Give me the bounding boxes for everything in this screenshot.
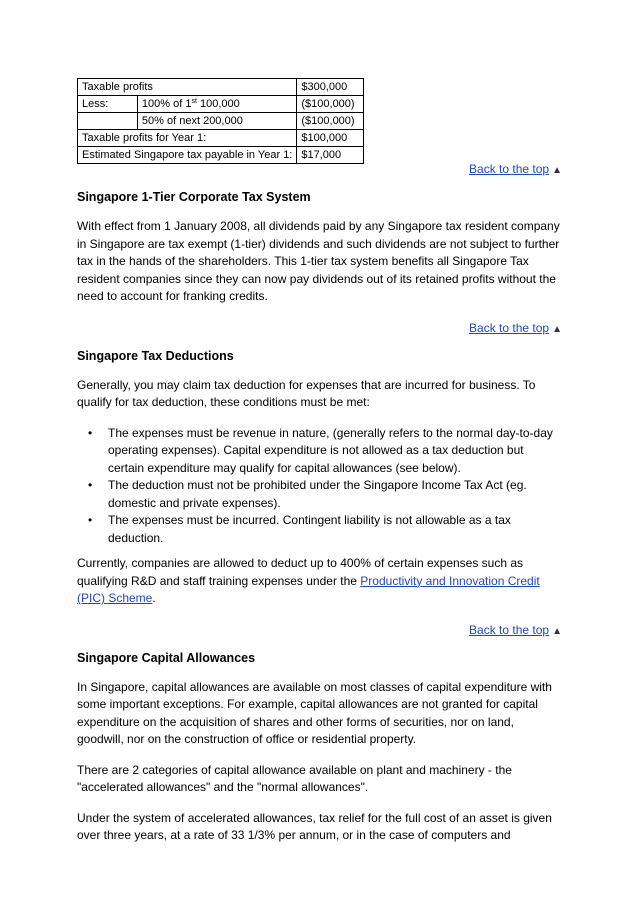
up-triangle-icon: ▲ [552, 625, 562, 637]
paragraph: Generally, you may claim tax deduction for expenses that are incurred for business. To qualify for tax deduction, these conditions must be met: [77, 377, 536, 409]
back-to-top-link[interactable]: Back to the top [469, 162, 550, 176]
table-row [78, 79, 364, 96]
back-to-top-link[interactable]: Back to the top [469, 622, 550, 637]
back-to-top [77, 621, 562, 639]
table-cell-description [137, 96, 296, 113]
back-to-top [77, 160, 562, 178]
paragraph-text: Currently, companies are allowed to deduct up to 400% of certain expenses such as qualifying R&D and staff training expenses under the [77, 556, 524, 588]
description-text: 100% of 1 [141, 98, 192, 110]
table-row [78, 113, 364, 130]
description-text: 100,000 [196, 98, 240, 110]
bullet-icon: • [88, 513, 93, 527]
paragraph: Under the system of accelerated allowances, tax relief for the full cost of an asset is given over three years, at a rate of 33 1/3% per annum, or in the case of computers and [77, 810, 552, 842]
table-row [78, 130, 364, 147]
back-to-top-link[interactable]: Back to the top [469, 320, 550, 335]
list-item [88, 512, 562, 547]
back-to-top [77, 319, 562, 337]
table-cell-value: ($100,000) [297, 96, 364, 113]
up-triangle-icon: ▲ [552, 165, 562, 176]
table-cell-value: $300,000 [297, 79, 364, 96]
list-item [88, 425, 562, 478]
paragraph-text: . [152, 591, 156, 605]
table-cell-label: Taxable profits for Year 1: [78, 130, 297, 147]
list-item [88, 477, 562, 512]
table-cell-label: Less: [78, 96, 138, 113]
table-cell-label: Estimated Singapore tax payable in Year 1: [78, 147, 297, 164]
list-item-text: The deduction must not be prohibited under the Singapore Income Tax Act (eg. domestic and private expenses). [108, 478, 527, 510]
paragraph [77, 555, 562, 608]
paragraph: In Singapore, capital allowances are available on most classes of capital expenditure with some important exceptions. For example, capital allowances are not granted for capital expenditure on the acquisition of shares and other forms of securities, nor on land, goodwill, nor on the construction of office or residential property. [77, 679, 552, 746]
pic-scheme-link[interactable]: Productivity and Innovation Credit (PIC) Scheme [77, 573, 540, 605]
conditions-list [77, 425, 562, 548]
bullet-icon: • [88, 425, 93, 440]
table-cell-description: 50% of next 200,000 [137, 113, 296, 130]
table-cell-value: ($100,000) [297, 113, 364, 130]
table-cell-empty [78, 113, 138, 130]
section-heading: Singapore 1-Tier Corporate Tax System [77, 190, 311, 204]
bullet-icon: • [88, 478, 93, 492]
section-heading: Singapore Capital Allowances [77, 650, 256, 665]
paragraph: There are 2 categories of capital allowance available on plant and machinery - the "accelerated allowances" and the "normal allowances". [77, 762, 512, 794]
table-cell-value: $17,000 [297, 147, 364, 164]
table-cell-label: Taxable profits [78, 79, 297, 96]
table-row [78, 96, 364, 113]
list-item-text: The expenses must be incurred. Contingent liability is not allowable as a tax deduction. [108, 513, 511, 545]
table-cell-value: $100,000 [297, 130, 364, 147]
tax-calculation-table [77, 78, 364, 164]
document-content [77, 160, 562, 858]
list-item-text: The expenses must be revenue in nature, (generally refers to the normal day-to-day operating expenses). Capital expenditure is not allowed as a tax deduction but certain expenditure may qualify for capital allowances (see below). [108, 425, 553, 475]
section-heading: Singapore Tax Deductions [77, 348, 234, 363]
ordinal-superscript: st [191, 98, 197, 105]
paragraph: With effect from 1 January 2008, all dividends paid by any Singapore tax resident company in Singapore are tax exempt (1-tier) dividends and such dividends are not subject to further tax in the hands of the shareholders. This 1-tier tax system benefits all Singapore Tax resident companies since they can now pay dividends out of its retained profits without the need to account for franking credits. [77, 219, 560, 303]
up-triangle-icon: ▲ [552, 323, 562, 335]
